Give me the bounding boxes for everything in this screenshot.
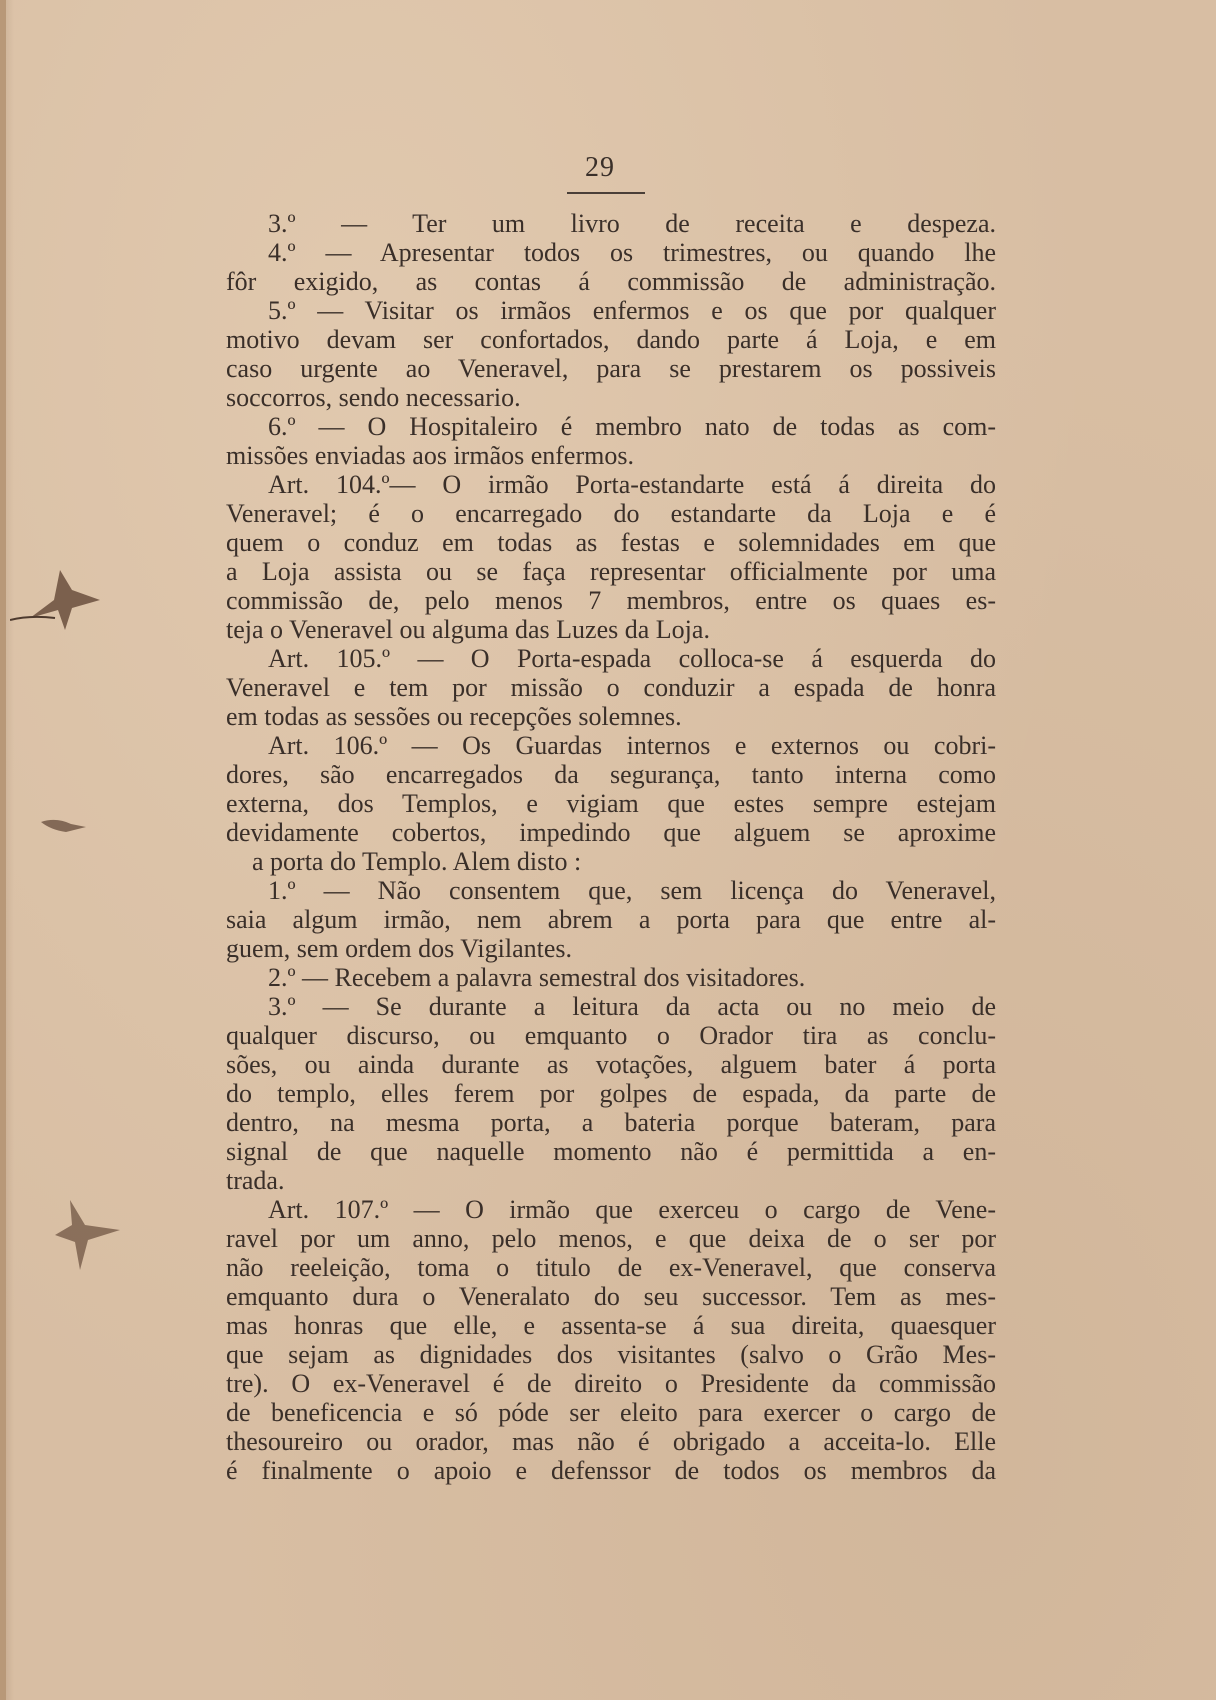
text-line: 5.º — Visitar os irmãos enfermos e os que por qualquer	[268, 296, 996, 325]
text-line: soccorros, sendo necessario.	[226, 383, 521, 412]
text-line: teja o Veneravel ou alguma das Luzes da Loja.	[226, 615, 710, 644]
text-line: missões enviadas aos irmãos enfermos.	[226, 441, 634, 470]
text-line: Veneravel; é o encarregado do estandarte da Loja e é	[226, 499, 996, 528]
text-line: Art. 107.º — O irmão que exerceu o cargo de Vene-	[268, 1195, 996, 1224]
text-line: thesoureiro ou orador, mas não é obrigado a acceita-lo. Elle	[226, 1427, 996, 1456]
text-line: dentro, na mesma porta, a bateria porque bateram, para	[226, 1108, 996, 1137]
text-line: 2.º — Recebem a palavra semestral dos visitadores.	[268, 963, 806, 992]
text-line: ravel por um anno, pelo menos, e que deixa de o ser por	[226, 1224, 996, 1253]
text-line: qualquer discurso, ou emquanto o Orador tira as conclu-	[226, 1021, 996, 1050]
body-text	[226, 209, 996, 1485]
paper-stain-bottom	[50, 1190, 130, 1280]
text-line: mas honras que elle, e assenta-se á sua direita, quaesquer	[226, 1311, 996, 1340]
text-line: signal de que naquelle momento não é permittida a en-	[226, 1137, 996, 1166]
text-line: 3.º — Se durante a leitura da acta ou no meio de	[268, 992, 996, 1021]
text-line: 3.º — Ter um livro de receita e despeza.	[268, 209, 996, 238]
page-number-rule	[567, 192, 645, 194]
text-line: 4.º — Apresentar todos os trimestres, ou quando lhe	[268, 238, 996, 267]
text-line: a porta do Templo. Alem disto :	[252, 847, 582, 876]
text-line: que sejam as dignidades dos visitantes (salvo o Grão Mes-	[226, 1340, 996, 1369]
page-number: 29	[585, 152, 615, 183]
text-line: motivo devam ser confortados, dando parte á Loja, e em	[226, 325, 996, 354]
text-line: Art. 105.º — O Porta-espada colloca-se á esquerda do	[268, 644, 996, 673]
text-line: 1.º — Não consentem que, sem licença do Veneravel,	[268, 876, 996, 905]
text-line: guem, sem ordem dos Vigilantes.	[226, 934, 573, 963]
text-line: Art. 106.º — Os Guardas internos e externos ou cobri-	[268, 731, 996, 760]
text-line: fôr exigido, as contas á commissão de administração.	[226, 267, 996, 296]
text-line: a Loja assista ou se faça representar officialmente por uma	[226, 557, 996, 586]
text-line: Art. 104.º— O irmão Porta-estandarte está á direita do	[268, 470, 996, 499]
paper-stain-middle	[36, 812, 96, 842]
text-line: caso urgente ao Veneravel, para se prestarem os possiveis	[226, 354, 996, 383]
text-line: do templo, elles ferem por golpes de espada, da parte de	[226, 1079, 996, 1108]
text-line: saia algum irmão, nem abrem a porta para que entre al-	[226, 905, 996, 934]
text-line: emquanto dura o Veneralato do seu successor. Tem as mes-	[226, 1282, 996, 1311]
text-line: de beneficencia e só póde ser eleito para exercer o cargo de	[226, 1398, 996, 1427]
text-line: commissão de, pelo menos 7 membros, entre os quaes es-	[226, 586, 996, 615]
text-line: é finalmente o apoio e defenssor de todos os membros da	[226, 1456, 996, 1485]
page-edge	[0, 0, 6, 1700]
paper-stain-top	[10, 560, 110, 640]
text-line: trada.	[226, 1166, 285, 1195]
text-line: tre). O ex-Veneravel é de direito o Presidente da commissão	[226, 1369, 996, 1398]
text-line: Veneravel e tem por missão o conduzir a espada de honra	[226, 673, 996, 702]
text-line: dores, são encarregados da segurança, tanto interna como	[226, 760, 996, 789]
text-line: não reeleição, toma o titulo de ex-Veneravel, que conserva	[226, 1253, 996, 1282]
text-line: sões, ou ainda durante as votações, alguem bater á porta	[226, 1050, 996, 1079]
text-line: externa, dos Templos, e vigiam que estes sempre estejam	[226, 789, 996, 818]
text-line: em todas as sessões ou recepções solemnes.	[226, 702, 682, 731]
text-line: devidamente cobertos, impedindo que alguem se aproxime	[226, 818, 996, 847]
text-line: quem o conduz em todas as festas e solemnidades em que	[226, 528, 996, 557]
text-line: 6.º — O Hospitaleiro é membro nato de todas as com-	[268, 412, 996, 441]
